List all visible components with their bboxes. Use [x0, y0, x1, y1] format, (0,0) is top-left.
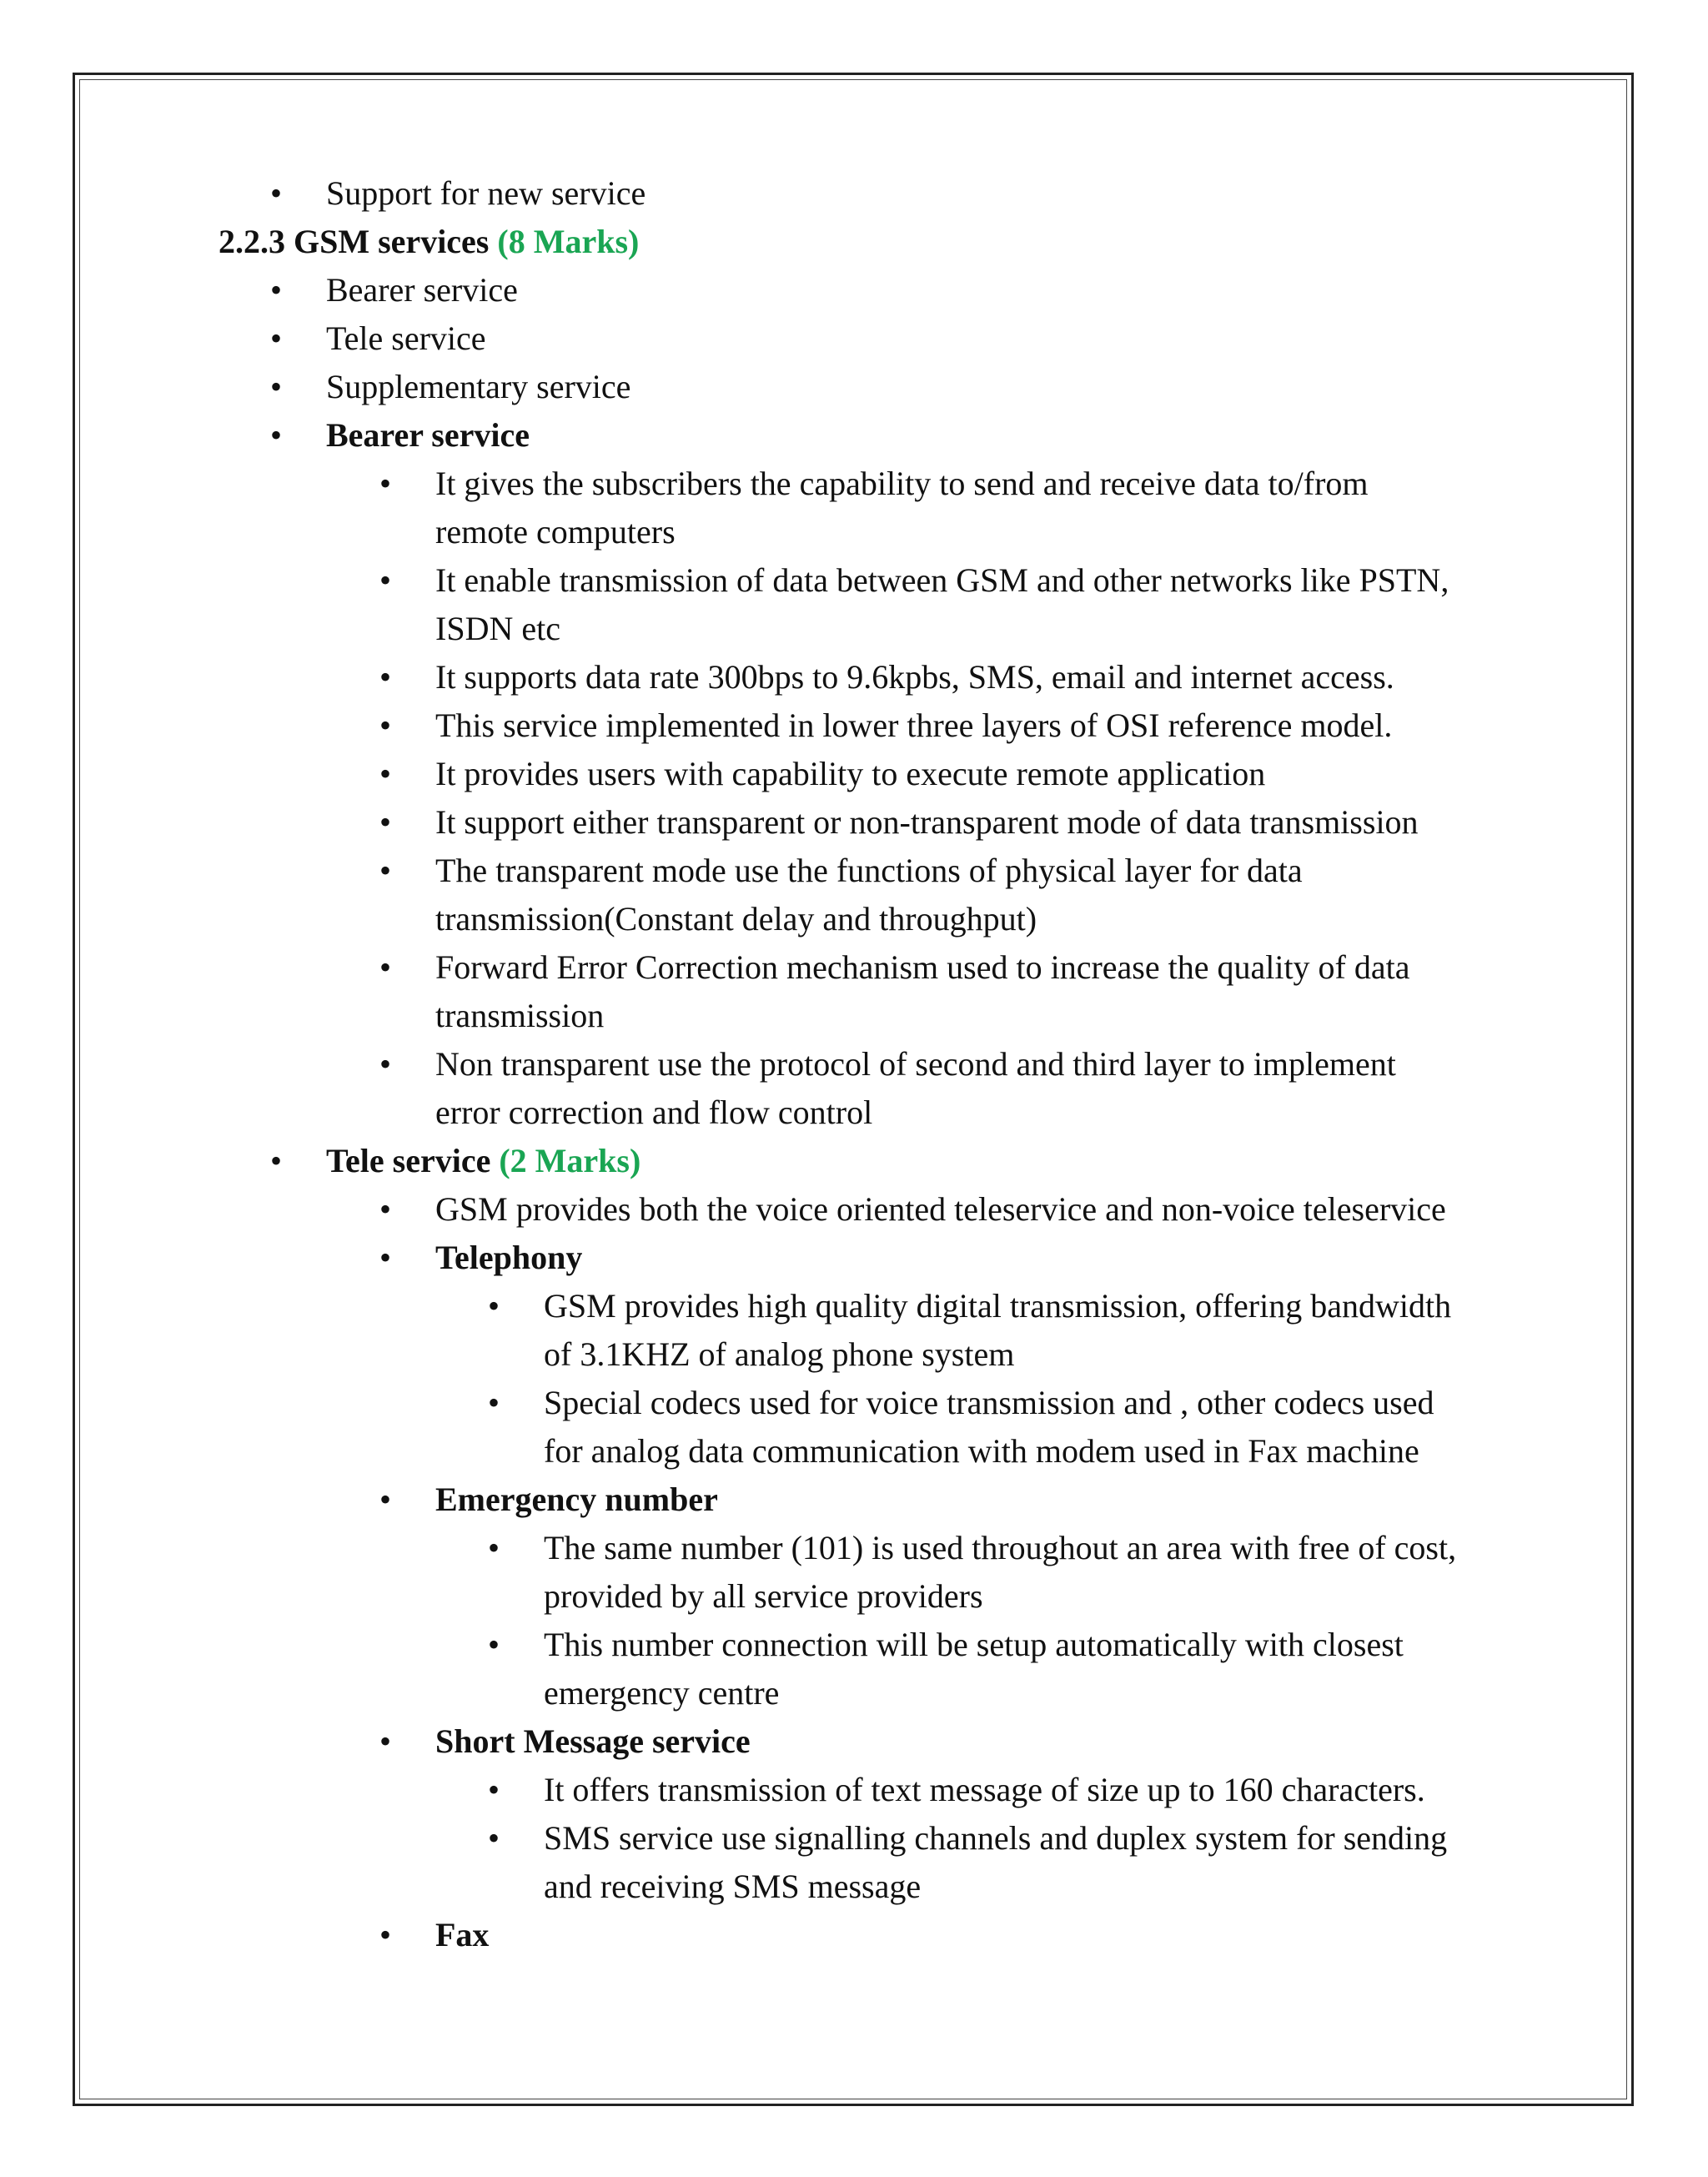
bearer-point: It supports data rate 300bps to 9.6kpbs, SMS, email and internet access. [435, 658, 1394, 696]
bearer-point-cont: remote computers [435, 513, 676, 551]
emergency-point-cont: provided by all service providers [544, 1577, 983, 1615]
emergency-heading: Emergency number [435, 1481, 718, 1518]
bearer-point-cont: transmission(Constant delay and throughput) [435, 900, 1037, 938]
bullet: • [270, 174, 283, 212]
bearer-point-cont: ISDN etc [435, 610, 560, 647]
intro-item: Support for new service [326, 174, 646, 212]
bearer-point: It gives the subscribers the capability to send and receive data to/from [435, 465, 1369, 502]
tele-heading [326, 1137, 640, 1185]
bullet: • [379, 706, 392, 744]
bearer-point: It support either transparent or non-transparent mode of data transmission [435, 803, 1419, 841]
bearer-point-cont: transmission [435, 997, 605, 1034]
emergency-point: The same number (101) is used throughout an area with free of cost, [544, 1529, 1457, 1566]
telephony-point: Special codecs used for voice transmission and , other codecs used [544, 1384, 1434, 1421]
sms-point: It offers transmission of text message of size up to 160 characters. [544, 1771, 1425, 1808]
bullet: • [488, 1384, 500, 1421]
bullet: • [379, 1916, 392, 1953]
bullet: • [379, 1190, 392, 1228]
bullet: • [270, 368, 283, 405]
section-title: GSM services [294, 223, 490, 260]
bullet: • [270, 416, 283, 454]
section-heading [219, 218, 639, 266]
emergency-point-cont: emergency centre [544, 1674, 780, 1712]
tele-intro: GSM provides both the voice oriented teleservice and non-voice teleservice [435, 1190, 1446, 1228]
bullet: • [488, 1287, 500, 1325]
bullet: • [379, 658, 392, 696]
bearer-point: Non transparent use the protocol of second and third layer to implement [435, 1045, 1396, 1083]
bullet: • [270, 319, 283, 357]
bearer-heading: Bearer service [326, 416, 530, 454]
bullet: • [270, 271, 283, 309]
bullet: • [379, 1481, 392, 1518]
summary-item: Tele service [326, 319, 486, 357]
telephony-heading: Telephony [435, 1239, 583, 1276]
bullet: • [488, 1771, 500, 1808]
fax-heading: Fax [435, 1916, 490, 1953]
bullet: • [379, 1722, 392, 1760]
bearer-point: It provides users with capability to execute remote application [435, 755, 1266, 792]
bearer-point: The transparent mode use the functions of physical layer for data [435, 852, 1303, 889]
bullet: • [379, 852, 392, 889]
section-marks: (8 Marks) [497, 223, 640, 260]
summary-item: Bearer service [326, 271, 518, 309]
bullet: • [379, 1045, 392, 1083]
telephony-point-cont: for analog data communication with modem used in Fax machine [544, 1432, 1419, 1470]
bullet: • [379, 561, 392, 599]
emergency-point: This number connection will be setup automatically with closest [544, 1626, 1404, 1663]
sms-heading: Short Message service [435, 1722, 751, 1760]
telephony-point-cont: of 3.1KHZ of analog phone system [544, 1335, 1015, 1373]
bullet: • [488, 1529, 500, 1566]
bearer-point-cont: error correction and flow control [435, 1094, 873, 1131]
bearer-point: It enable transmission of data between GSM and other networks like PSTN, [435, 561, 1449, 599]
sms-point: SMS service use signalling channels and duplex system for sending [544, 1819, 1448, 1857]
bullet: • [488, 1626, 500, 1663]
tele-heading-title: Tele service [326, 1142, 491, 1179]
bullet: • [379, 948, 392, 986]
bearer-point: This service implemented in lower three layers of OSI reference model. [435, 706, 1393, 744]
telephony-point: GSM provides high quality digital transmission, offering bandwidth [544, 1287, 1452, 1325]
bearer-point: Forward Error Correction mechanism used to increase the quality of data [435, 948, 1410, 986]
section-number: 2.2.3 [219, 223, 285, 260]
bullet: • [270, 1142, 283, 1179]
bullet: • [379, 465, 392, 502]
bullet: • [379, 1239, 392, 1276]
sms-point-cont: and receiving SMS message [544, 1868, 922, 1905]
summary-item: Supplementary service [326, 368, 631, 405]
bullet: • [488, 1819, 500, 1857]
bullet: • [379, 803, 392, 841]
tele-marks: (2 Marks) [499, 1142, 641, 1179]
bullet: • [379, 755, 392, 792]
